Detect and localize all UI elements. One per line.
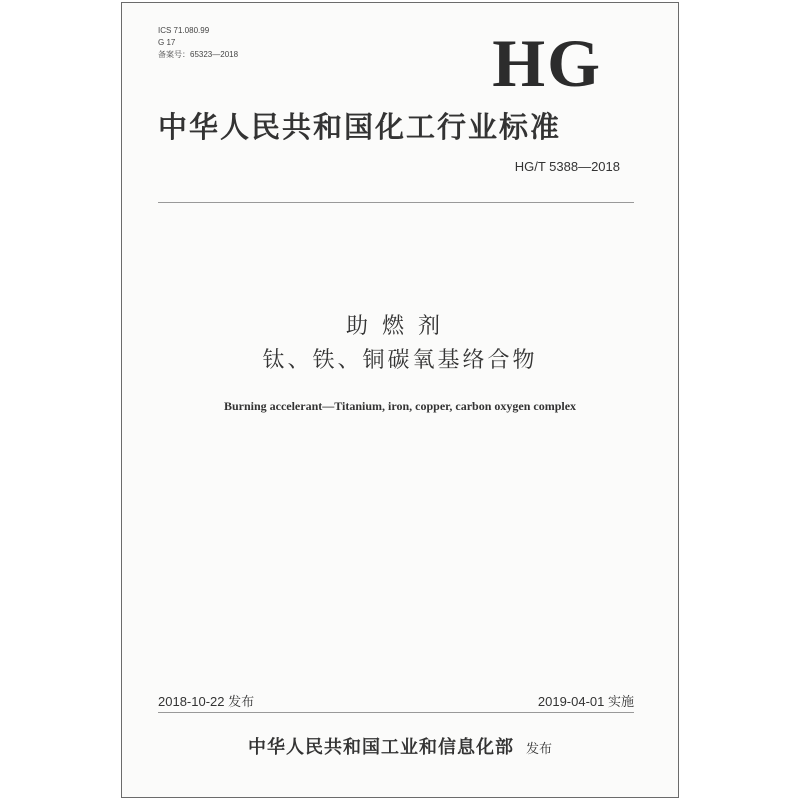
publish-date: 2018-10-22 发布 bbox=[158, 694, 255, 709]
bottom-divider bbox=[158, 712, 634, 713]
implement-date: 2019-04-01 实施 bbox=[537, 694, 634, 709]
cover-metadata bbox=[158, 25, 238, 61]
title-chinese-sub: 钛、铁、铜碳氧基络合物 bbox=[262, 348, 538, 373]
filing-number: 备案号：65323—2018 bbox=[158, 50, 239, 59]
title-english: Burning accelerant—Titanium, iron, copper, carbon oxygen complex bbox=[223, 399, 577, 413]
hg-logo: HG bbox=[492, 25, 602, 101]
issuer-suffix: 发布 bbox=[525, 742, 552, 757]
classification-code: G 17 bbox=[158, 38, 176, 47]
issuer-line bbox=[122, 733, 678, 759]
title-chinese-main: 助燃剂 bbox=[345, 314, 454, 339]
top-divider bbox=[158, 202, 634, 203]
ics-code: ICS 71.080.99 bbox=[158, 26, 210, 35]
standard-code: HG/T 5388—2018 bbox=[514, 159, 620, 174]
issuer-name: 中华人民共和国工业和信息化部 bbox=[247, 737, 514, 758]
standard-org-title: 中华人民共和国化工行业标准 bbox=[158, 110, 562, 144]
standard-cover-page bbox=[121, 2, 679, 798]
